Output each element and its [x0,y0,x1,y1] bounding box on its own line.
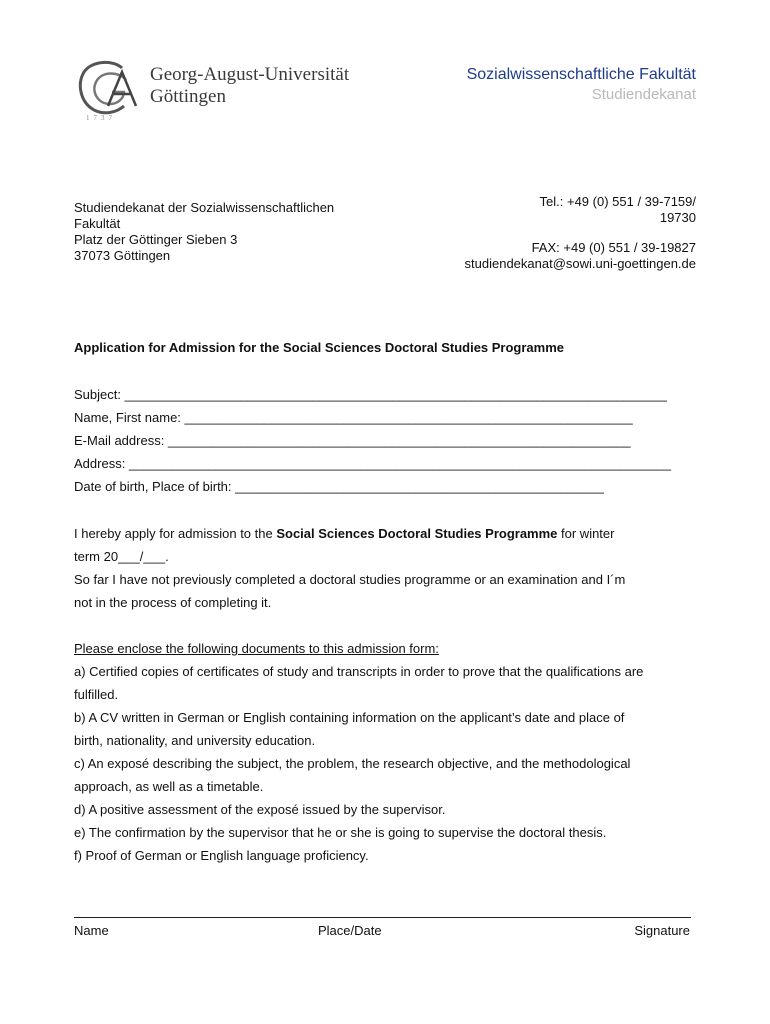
address-line: Studiendekanat der Sozialwissenschaftlichen [74,200,335,215]
name-label: Name [74,923,109,938]
university-logo [74,58,354,122]
document-item: c) An exposé describing the subject, the problem, the research objective, and the methodological [74,756,631,771]
university-seal-icon [74,58,144,122]
programme-name: Social Sciences Doctoral Studies Programme [276,526,558,541]
faculty-name: Sozialwissenschaftliche Fakultät [466,66,696,83]
logo-year: 1737 [86,114,116,122]
document-item: f) Proof of German or English language proficiency. [74,848,369,863]
place-date-label: Place/Date [318,923,382,938]
birth-field[interactable]: Date of birth, Place of birth: ___________________________________________________ [74,479,604,494]
application-statement [74,522,714,614]
university-name-line1: Georg-August-Universität [150,64,350,85]
fax: FAX: +49 (0) 551 / 39-19827 [531,240,696,255]
document-item: a) Certified copies of certificates of study and transcripts in order to prove that the qualifications are [74,664,644,679]
telephone: Tel.: +49 (0) 551 / 39-7159/ [539,194,696,209]
signature-line[interactable] [74,917,691,918]
apply-line: I hereby apply for admission to the Social Sciences Doctoral Studies Programme for winter [74,526,615,541]
document-item: b) A CV written in German or English containing information on the applicant’s date and place of [74,710,625,725]
document-item: birth, nationality, and university education. [74,733,316,748]
email-field[interactable]: E-Mail address: ________________________________________________________________ [74,433,631,448]
statement-line: not in the process of completing it. [74,595,272,610]
postal-address [74,200,334,264]
form-fields [74,383,694,498]
contact-info [465,194,696,272]
address-line: Platz der Göttinger Sieben 3 [74,232,238,247]
document-item: e) The confirmation by the supervisor that he or she is going to supervise the doctoral thesis. [74,825,607,840]
address-field[interactable]: Address: ___________________________________________________________________________ [74,456,672,471]
statement-line: So far I have not previously completed a doctoral studies programme or an examination and I´m [74,572,626,587]
signature-label: Signature [634,923,690,938]
telephone-ext: 19730 [659,210,696,225]
form-title: Application for Admission for the Social Sciences Doctoral Studies Programme [74,340,565,355]
email-link[interactable]: studiendekanat@sowi.uni-goettingen.de [464,256,696,271]
university-name-line2: Göttingen [150,86,226,107]
document-item: fulfilled. [74,687,119,702]
document-item: approach, as well as a timetable. [74,779,264,794]
documents-heading: Please enclose the following documents to this admission form: [74,641,439,656]
name-field[interactable]: Name, First name: ______________________________________________________________ [74,410,633,425]
department-name: Studiendekanat [591,86,696,103]
documents-section [74,637,714,867]
document-item: d) A positive assessment of the exposé issued by the supervisor. [74,802,446,817]
address-line: Fakultät [74,216,121,231]
address-line: 37073 Göttingen [74,248,171,263]
subject-field[interactable]: Subject: ___________________________________________________________________________ [74,387,667,402]
term-field[interactable]: term 20___/___. [74,549,169,564]
